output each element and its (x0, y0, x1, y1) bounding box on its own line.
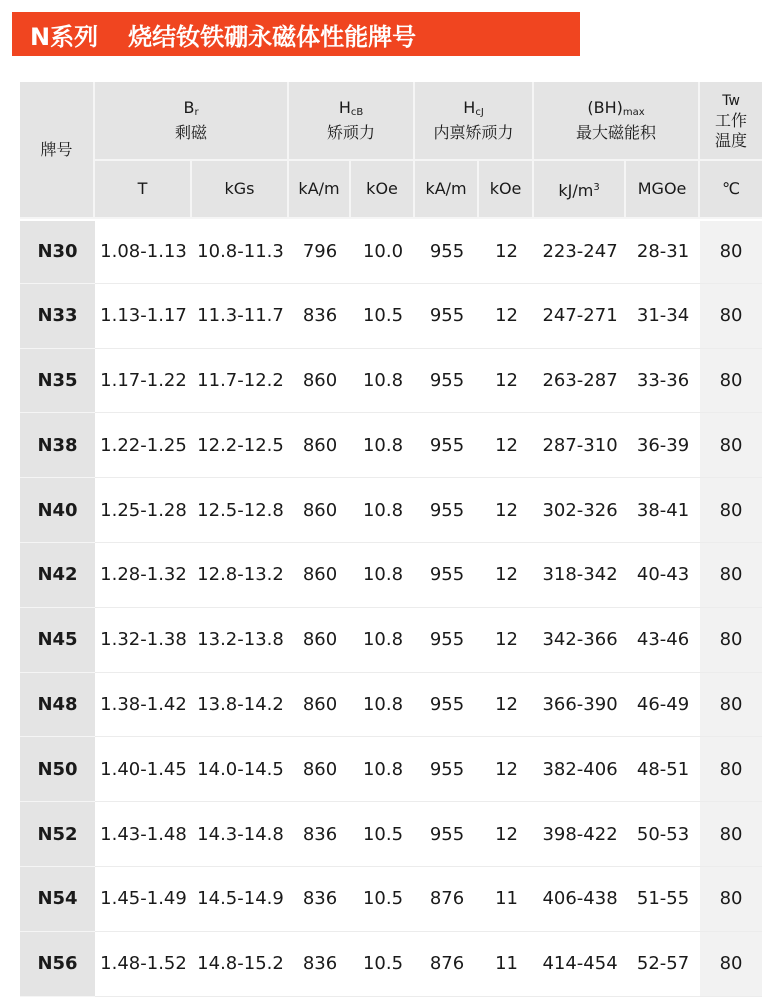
header-intrinsic-coercivity: $H_{cJ}$ 内禀矫顽力 (415, 82, 534, 161)
tw-cell: 80 (700, 219, 762, 284)
hcb-kam-cell: 836 (289, 284, 351, 349)
hcj-kam-cell: 876 (415, 867, 479, 932)
br-kgs-cell: 14.3-14.8 (192, 802, 289, 867)
page-title: 烧结钕铁硼永磁体性能牌号 (128, 22, 417, 51)
table-row (20, 349, 762, 414)
bh-kjm3-cell: 263-287 (534, 349, 626, 414)
br-kgs-cell: 11.7-12.2 (192, 349, 289, 414)
header-grade: 牌号 (20, 82, 95, 219)
hcb-kam-cell: 796 (289, 219, 351, 284)
hcb-koe-cell: 10.8 (351, 673, 415, 738)
table-body (20, 219, 762, 997)
tw-cell: 80 (700, 737, 762, 802)
bh-kjm3-cell: 302-326 (534, 478, 626, 543)
bh-mgoe-cell: 31-34 (626, 284, 700, 349)
hcj-koe-cell: 12 (479, 802, 534, 867)
grade-cell: N30 (20, 219, 95, 284)
br-kgs-cell: 14.0-14.5 (192, 737, 289, 802)
bh-mgoe-cell: 43-46 (626, 608, 700, 673)
bh-mgoe-cell: 38-41 (626, 478, 700, 543)
hcj-koe-cell: 12 (479, 737, 534, 802)
bh-mgoe-cell: 40-43 (626, 543, 700, 608)
hcb-koe-cell: 10.5 (351, 284, 415, 349)
header-working-temperature: Tw 工作 温度 (700, 82, 762, 161)
table-row (20, 543, 762, 608)
header-row-units (20, 161, 762, 219)
hcb-koe-cell: 10.8 (351, 543, 415, 608)
hcj-kam-cell: 955 (415, 543, 479, 608)
br-tesla-cell: 1.22-1.25 (95, 413, 192, 478)
hcb-koe-cell: 10.8 (351, 608, 415, 673)
hcb-koe-cell: 10.8 (351, 349, 415, 414)
bh-kjm3-cell: 366-390 (534, 673, 626, 738)
title-banner (12, 12, 580, 56)
header-remanence: $B_r$ 剩磁 (95, 82, 289, 161)
br-tesla-cell: 1.13-1.17 (95, 284, 192, 349)
grade-cell: N35 (20, 349, 95, 414)
hcb-kam-cell: 860 (289, 673, 351, 738)
hcj-koe-cell: 12 (479, 608, 534, 673)
header-max-energy-product: $(BH)_{max}$ 最大磁能积 (534, 82, 700, 161)
bh-kjm3-cell: 382-406 (534, 737, 626, 802)
unit-hcb-koe: kOe (351, 161, 415, 219)
hcb-kam-cell: 836 (289, 932, 351, 997)
hcj-koe-cell: 12 (479, 543, 534, 608)
unit-bh-kjm3: $kJ/m^3$ (534, 161, 626, 219)
hcb-kam-cell: 836 (289, 802, 351, 867)
bh-mgoe-cell: 46-49 (626, 673, 700, 738)
table-row (20, 932, 762, 997)
hcb-koe-cell: 10.0 (351, 219, 415, 284)
tw-cell: 80 (700, 543, 762, 608)
bh-kjm3-cell: 342-366 (534, 608, 626, 673)
table-row (20, 867, 762, 932)
br-kgs-cell: 14.8-15.2 (192, 932, 289, 997)
bh-kjm3-cell: 414-454 (534, 932, 626, 997)
grade-cell: N50 (20, 737, 95, 802)
table-row (20, 284, 762, 349)
bh-mgoe-cell: 28-31 (626, 219, 700, 284)
unit-hcj-koe: kOe (479, 161, 534, 219)
bh-kjm3-cell: 318-342 (534, 543, 626, 608)
hcj-kam-cell: 955 (415, 284, 479, 349)
tw-cell: 80 (700, 349, 762, 414)
series-label: N系列 (30, 22, 99, 51)
hcb-kam-cell: 860 (289, 543, 351, 608)
tw-cell: 80 (700, 867, 762, 932)
bh-mgoe-cell: 36-39 (626, 413, 700, 478)
table-row (20, 413, 762, 478)
br-tesla-cell: 1.17-1.22 (95, 349, 192, 414)
br-kgs-cell: 12.8-13.2 (192, 543, 289, 608)
hcj-kam-cell: 955 (415, 219, 479, 284)
br-tesla-cell: 1.45-1.49 (95, 867, 192, 932)
tw-cell: 80 (700, 413, 762, 478)
unit-hcj-kam: kA/m (415, 161, 479, 219)
tw-cell: 80 (700, 608, 762, 673)
br-tesla-cell: 1.28-1.32 (95, 543, 192, 608)
hcj-kam-cell: 876 (415, 932, 479, 997)
bh-kjm3-cell: 406-438 (534, 867, 626, 932)
bh-mgoe-cell: 51-55 (626, 867, 700, 932)
br-tesla-cell: 1.32-1.38 (95, 608, 192, 673)
hcj-koe-cell: 12 (479, 349, 534, 414)
table-row (20, 802, 762, 867)
bh-mgoe-cell: 52-57 (626, 932, 700, 997)
hcb-koe-cell: 10.8 (351, 478, 415, 543)
br-tesla-cell: 1.08-1.13 (95, 219, 192, 284)
grade-cell: N52 (20, 802, 95, 867)
hcb-koe-cell: 10.5 (351, 802, 415, 867)
br-tesla-cell: 1.25-1.28 (95, 478, 192, 543)
grade-cell: N38 (20, 413, 95, 478)
tw-cell: 80 (700, 932, 762, 997)
unit-tw-celsius: ℃ (700, 161, 762, 219)
hcj-kam-cell: 955 (415, 608, 479, 673)
grade-cell: N42 (20, 543, 95, 608)
bh-kjm3-cell: 398-422 (534, 802, 626, 867)
magnet-grade-table (20, 82, 762, 997)
tw-cell: 80 (700, 284, 762, 349)
table-row (20, 478, 762, 543)
hcj-koe-cell: 12 (479, 413, 534, 478)
tw-cell: 80 (700, 673, 762, 738)
bh-kjm3-cell: 223-247 (534, 219, 626, 284)
br-kgs-cell: 13.2-13.8 (192, 608, 289, 673)
grade-cell: N40 (20, 478, 95, 543)
br-kgs-cell: 14.5-14.9 (192, 867, 289, 932)
hcj-kam-cell: 955 (415, 673, 479, 738)
grade-cell: N56 (20, 932, 95, 997)
hcj-kam-cell: 955 (415, 737, 479, 802)
hcb-koe-cell: 10.8 (351, 737, 415, 802)
hcj-koe-cell: 12 (479, 673, 534, 738)
header-coercivity: $H_{cB}$ 矫顽力 (289, 82, 415, 161)
unit-br-t: T (95, 161, 192, 219)
hcj-koe-cell: 12 (479, 284, 534, 349)
bh-mgoe-cell: 33-36 (626, 349, 700, 414)
hcj-koe-cell: 12 (479, 478, 534, 543)
tw-cell: 80 (700, 802, 762, 867)
hcb-kam-cell: 860 (289, 349, 351, 414)
br-kgs-cell: 12.5-12.8 (192, 478, 289, 543)
table-row (20, 608, 762, 673)
grade-cell: N45 (20, 608, 95, 673)
br-tesla-cell: 1.38-1.42 (95, 673, 192, 738)
hcb-koe-cell: 10.5 (351, 932, 415, 997)
br-kgs-cell: 11.3-11.7 (192, 284, 289, 349)
br-kgs-cell: 10.8-11.3 (192, 219, 289, 284)
br-tesla-cell: 1.43-1.48 (95, 802, 192, 867)
tw-cell: 80 (700, 478, 762, 543)
grade-cell: N48 (20, 673, 95, 738)
unit-hcb-kam: kA/m (289, 161, 351, 219)
br-kgs-cell: 13.8-14.2 (192, 673, 289, 738)
table-row (20, 673, 762, 738)
bh-mgoe-cell: 48-51 (626, 737, 700, 802)
hcb-kam-cell: 860 (289, 478, 351, 543)
hcb-kam-cell: 836 (289, 867, 351, 932)
unit-bh-mgoe: MGOe (626, 161, 700, 219)
grade-cell: N33 (20, 284, 95, 349)
br-kgs-cell: 12.2-12.5 (192, 413, 289, 478)
bh-kjm3-cell: 287-310 (534, 413, 626, 478)
hcj-koe-cell: 11 (479, 867, 534, 932)
bh-kjm3-cell: 247-271 (534, 284, 626, 349)
br-tesla-cell: 1.48-1.52 (95, 932, 192, 997)
table-row (20, 737, 762, 802)
grade-cell: N54 (20, 867, 95, 932)
hcj-kam-cell: 955 (415, 478, 479, 543)
hcb-koe-cell: 10.5 (351, 867, 415, 932)
hcj-koe-cell: 11 (479, 932, 534, 997)
unit-br-kgs: kGs (192, 161, 289, 219)
hcb-koe-cell: 10.8 (351, 413, 415, 478)
header-row-properties (20, 82, 762, 161)
br-tesla-cell: 1.40-1.45 (95, 737, 192, 802)
hcb-kam-cell: 860 (289, 413, 351, 478)
hcj-kam-cell: 955 (415, 349, 479, 414)
bh-mgoe-cell: 50-53 (626, 802, 700, 867)
hcj-kam-cell: 955 (415, 802, 479, 867)
hcb-kam-cell: 860 (289, 608, 351, 673)
hcb-kam-cell: 860 (289, 737, 351, 802)
hcj-kam-cell: 955 (415, 413, 479, 478)
table-row (20, 219, 762, 284)
hcj-koe-cell: 12 (479, 219, 534, 284)
